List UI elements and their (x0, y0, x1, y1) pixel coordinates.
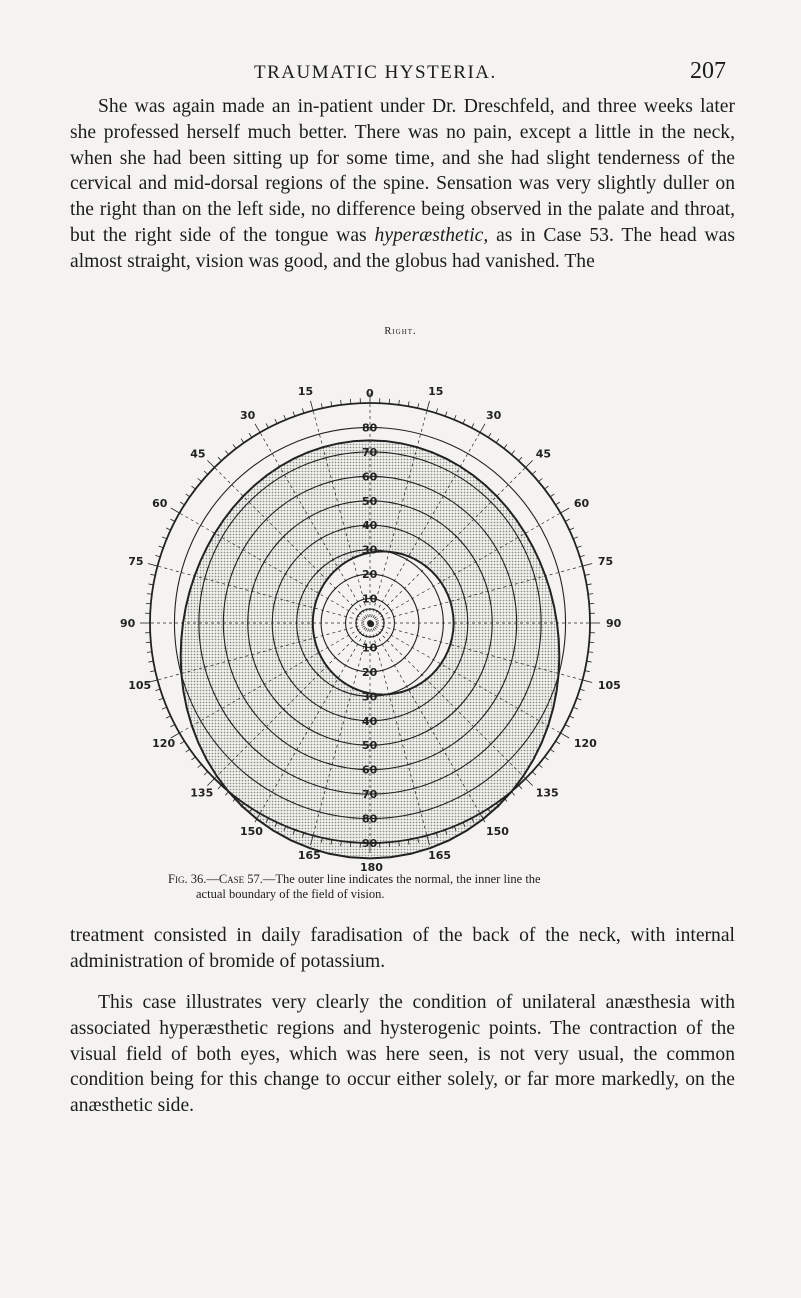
rim-tick (556, 741, 560, 744)
caption-lead: Fig. 36.—Case 57. (168, 872, 263, 886)
rim-tick (427, 401, 430, 411)
meridian-label-right: 165 (428, 848, 452, 862)
rim-tick (170, 725, 174, 727)
rim-tick (463, 419, 465, 424)
paragraph-3: This case illustrates very clearly the condition of unilateral anæsthesia with associated hyperæsthetic regions and hysterogenic points. The contraction of the visual field of both eyes, which was here seen, is not very usual, the common condition being for this change to occur either solely, or far more markedly, on the anæsthetic side. (70, 992, 735, 1117)
running-title: TRAUMATIC HYSTERIA. (254, 62, 497, 83)
ring-label-lower: 70 (362, 788, 378, 802)
rim-tick (162, 707, 167, 709)
ring-label-lower: 60 (362, 763, 378, 777)
rim-tick (166, 528, 171, 530)
meridian-label-right: 15 (428, 385, 444, 399)
rim-tick (249, 433, 252, 437)
rim-tick (561, 508, 570, 513)
figure-caption (168, 872, 688, 902)
rim-tick (532, 471, 536, 474)
paragraph-1-end: , as in Case 53. The head was almost straight, vision was good, and the globus had vanished. The (70, 224, 735, 272)
rim-tick (580, 555, 585, 557)
rim-tick (436, 408, 438, 413)
rim-tick (445, 412, 447, 417)
rim-tick (207, 460, 214, 467)
rim-tick (148, 563, 158, 566)
rim-tick (532, 772, 536, 775)
rim-tick (454, 415, 456, 420)
rim-tick (162, 537, 167, 539)
rim-tick (241, 439, 244, 443)
ring-label-lower: 40 (362, 714, 378, 728)
meridian-label-right: 45 (535, 447, 552, 461)
visual-field-chart (120, 338, 670, 874)
rim-tick (180, 741, 184, 744)
rim-tick (191, 757, 195, 760)
ring-label-lower: 20 (362, 665, 378, 679)
rim-tick (573, 707, 578, 709)
rim-tick (519, 785, 522, 789)
rim-tick (155, 689, 160, 691)
rim-tick (480, 424, 485, 433)
meridian-label-right: 150 (486, 824, 509, 838)
rim-tick (198, 764, 202, 767)
rim-tick (565, 519, 569, 521)
rim-tick (204, 471, 208, 474)
rim-tick (293, 412, 295, 417)
meridian-label-bottom: 180 (360, 861, 383, 874)
ring-label-lower: 30 (362, 690, 378, 704)
rim-tick (166, 716, 171, 718)
rim-tick (198, 478, 202, 481)
paragraph-1-italic: hyperæsthetic (374, 224, 484, 246)
ring-label-upper: 50 (362, 494, 378, 508)
meridian-label-right: 75 (597, 554, 614, 568)
rim-tick (171, 508, 180, 513)
meridian-label-left: 135 (190, 786, 214, 800)
meridian-label-right: 135 (535, 786, 559, 800)
paragraph-1-text: She was again made an in-patient under Dr. Dreschfeld, and three weeks later she professed herself much better. There was no pain, except a little in the neck, when she had been sitting up for some time, and she had slight tenderness of the cervical and mid-dorsal regions of the spine. Sensation was very slightly duller on the right than on the left side, no difference being observed in the palate and throat, but the right side of the tongue was (70, 96, 735, 246)
meridian-label-left: 60 (152, 497, 168, 510)
meridian-label-left: 75 (128, 554, 144, 568)
caption-second-line: actual boundary of the field of vision. (196, 887, 385, 901)
meridian-label-top: 0 (366, 387, 374, 400)
rim-tick (186, 494, 190, 497)
rim-tick (585, 574, 590, 575)
meridian-label-left: 90 (120, 617, 136, 630)
ring-label-upper: 10 (362, 592, 378, 606)
rim-tick (150, 574, 155, 575)
ring-label-upper: 70 (362, 445, 378, 459)
rim-tick (155, 555, 160, 557)
running-head (0, 58, 801, 90)
meridian-label-right: 60 (573, 497, 590, 510)
rim-tick (204, 772, 208, 775)
rim-tick (218, 785, 221, 789)
ring-label-upper: 80 (362, 421, 378, 435)
meridian-label-left: 165 (297, 848, 321, 862)
meridian-label-left: 105 (128, 679, 152, 693)
rim-tick (580, 689, 585, 691)
rim-tick (556, 502, 560, 505)
ring-label-lower: 50 (362, 739, 378, 753)
rim-tick (418, 403, 419, 408)
rim-tick (150, 671, 155, 672)
rim-tick (569, 716, 574, 718)
rim-tick (577, 546, 582, 548)
rim-tick (488, 433, 491, 437)
rim-tick (545, 757, 549, 760)
rim-tick (302, 408, 304, 413)
page-number: 207 (690, 58, 726, 84)
meridian-label-left: 120 (152, 737, 176, 750)
rim-tick (191, 486, 195, 489)
rim-tick (526, 779, 533, 786)
rim-tick (565, 725, 569, 727)
rim-tick (170, 519, 174, 521)
ring-label-lower: 10 (362, 641, 378, 655)
rim-tick (511, 451, 514, 455)
rim-tick (186, 749, 190, 752)
ring-label-upper: 40 (362, 519, 378, 533)
rim-tick (266, 423, 268, 427)
meridian-label-right: 120 (573, 737, 597, 750)
rim-tick (526, 460, 533, 467)
meridian-label-left: 30 (240, 409, 256, 423)
figure-label: Right. (384, 326, 417, 337)
rim-tick (585, 671, 590, 672)
rim-tick (539, 764, 543, 767)
rim-tick (159, 698, 164, 700)
meridian-label-left: 150 (240, 824, 263, 838)
rim-tick (550, 749, 554, 752)
ring-label-upper: 20 (362, 568, 378, 582)
ring-label-upper: 30 (362, 543, 378, 557)
rim-tick (233, 444, 236, 448)
meridian-label-right: 30 (486, 409, 502, 423)
rim-tick (583, 563, 593, 566)
rim-tick (561, 733, 570, 738)
rim-tick (496, 439, 499, 443)
caption-rest: —The outer line indicates the normal, the inner line the (262, 872, 541, 886)
rim-tick (504, 444, 507, 448)
meridian-label-right: 105 (597, 679, 621, 693)
paragraph-2: treatment consisted in daily faradisation of the back of the neck, with internal administration of bromide of potassium. (70, 925, 735, 972)
rim-tick (569, 528, 574, 530)
rim-tick (218, 457, 221, 461)
rim-tick (225, 451, 228, 455)
rim-tick (225, 792, 228, 796)
ring-label-lower: 90 (362, 837, 378, 850)
ring-label-lower: 80 (362, 812, 378, 826)
rim-tick (284, 415, 286, 420)
meridian-label-left: 45 (190, 447, 206, 461)
meridian-label-left: 15 (297, 385, 314, 399)
chart-root (120, 385, 622, 874)
rim-tick (550, 494, 554, 497)
meridian-label-right: 90 (606, 617, 622, 630)
rim-tick (577, 698, 582, 700)
rim-tick (519, 457, 522, 461)
ring-label-upper: 60 (362, 470, 378, 484)
paragraph-1 (70, 94, 735, 275)
rim-tick (255, 424, 260, 433)
rim-tick (180, 502, 184, 505)
rim-tick (511, 792, 514, 796)
rim-tick (275, 419, 277, 424)
rim-tick (573, 537, 578, 539)
rim-tick (539, 478, 543, 481)
rim-tick (321, 403, 322, 408)
rim-tick (207, 779, 214, 786)
rim-tick (159, 546, 164, 548)
rim-tick (583, 680, 593, 683)
rim-tick (310, 401, 313, 411)
rim-tick (545, 486, 549, 489)
center-label: o (367, 617, 375, 630)
rim-tick (472, 423, 474, 427)
